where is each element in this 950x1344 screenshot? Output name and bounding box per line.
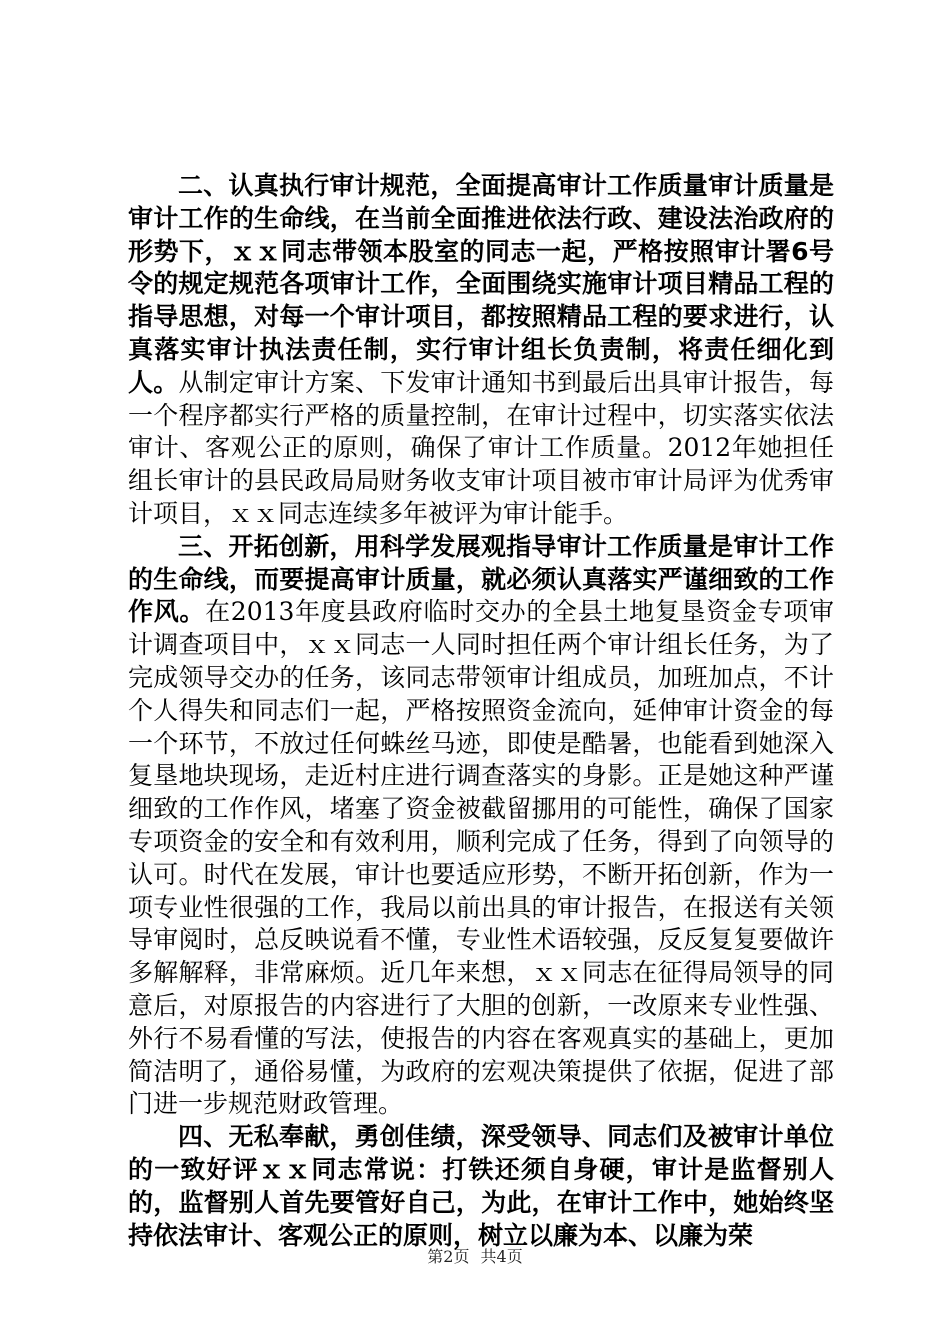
- paragraph-lead: 四、无私奉献，勇创佳绩，深受领导、同志们及被审计单位的一致好评ｘｘ同志常说：打铁还须自身硬，审计是监督别人的，监督别人首先要管好自己，为此，在审计工作中，她始终坚持依法审计、客观公正的原则，树立以廉为本、以廉为荣: [128, 1122, 834, 1250]
- page-number: 第2页: [427, 1247, 470, 1266]
- paragraph-lead: 二、认真执行审计规范，全面提高审计工作质量审计质量是审计工作的生命线，在当前全面推进依法行政、建设法治政府的形势下，ｘｘ同志带领本股室的同志一起，严格按照审计署6号令的规定规范各项审计工作，全面围绕实施审计项目精品工程的指导思想，对每一个审计项目，都按照精品工程的要求进行，认真落实审计执法责任制，实行审计组长负责制，将责任细化到人。: [128, 171, 834, 397]
- paragraph-body: 在2013年度县政府临时交办的全县土地复垦资金专项审计调查项目中，ｘｘ同志一人同时担任两个审计组长任务，为了完成领导交办的任务，该同志带领审计组成员，加班加点，不计个人得失和同志们一起，严格按照资金流向，延伸审计资金的每一个环节，不放过任何蛛丝马迹，即使是酷暑，也能看到她深入复垦地块现场，走近村庄进行调查落实的身影。正是她这种严谨细致的工作作风，堵塞了资金被截留挪用的可能性，确保了国家专项资金的安全和有效利用，顺利完成了任务，得到了向领导的认可。时代在发展，审计也要适应形势，不断开拓创新，作为一项专业性很强的工作，我局以前出具的审计报告，在报送有关领导审阅时，总反映说看不懂，专业性术语较强，反反复复要做许多解解释，非常麻烦。近几年来想，ｘｘ同志在征得局领导的同意后，对原报告的内容进行了大胆的创新，一改原来专业性强、外行不易看懂的写法，使报告的内容在客观真实的基础上，更加简洁明了，通俗易懂，为政府的宏观决策提供了依据，促进了部门进一步规范财政管理。: [128, 597, 834, 1119]
- page-footer: [0, 1244, 950, 1267]
- paragraph-2: [128, 170, 834, 531]
- paragraph-4: [128, 1121, 834, 1252]
- document-body: [128, 170, 834, 1252]
- paragraph-body: 从制定审计方案、下发审计通知书到最后出具审计报告，每一个程序都实行严格的质量控制，在审计过程中，切实落实依法审计、客观公正的原则，确保了审计工作质量。2012年她担任组长审计的县民政局局财务收支审计项目被市审计局评为优秀审计项目，ｘｘ同志连续多年被评为审计能手。: [128, 367, 834, 528]
- page-total: 共4页: [480, 1247, 523, 1266]
- paragraph-lead: 三、开拓创新，用科学发展观指导审计工作质量是审计工作的生命线，而要提高审计质量，就必须认真落实严谨细致的工作作风。: [128, 531, 834, 627]
- paragraph-3: [128, 531, 834, 1121]
